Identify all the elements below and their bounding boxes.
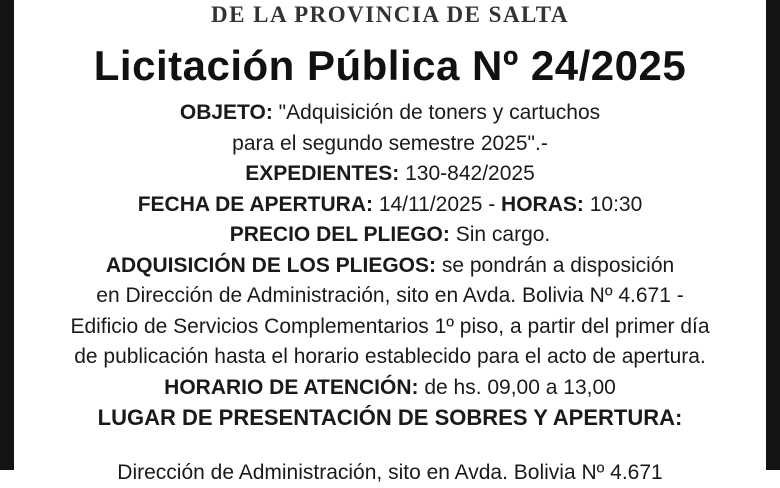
horario-line [14,373,766,404]
expedientes-line [14,159,766,190]
lugar-partial-line: Dirección de Administración, sito en Avda. Bolivia Nº 4.671 [117,461,663,484]
precio-line [14,220,766,251]
horario-label: HORARIO DE ATENCIÓN: [164,375,419,399]
objeto-line-1 [14,98,766,129]
left-border [0,0,14,470]
horas-label: HORAS: [501,192,584,216]
adquisicion-line-3: Edificio de Servicios Complementarios 1º piso, a partir del primer día [70,314,710,338]
horas-value: 10:30 [589,192,643,216]
adquisicion-line-1 [14,251,766,282]
adquisicion-label: ADQUISICIÓN DE LOS PLIEGOS: [105,253,437,277]
precio-label: PRECIO DEL PLIEGO: [229,223,450,246]
horario-value: de hs. 09,00 a 13,00 [424,375,616,399]
adquisicion-text-1: se pondrán a disposición [441,253,675,277]
precio-value: Sin cargo. [455,223,551,246]
organization-line: DE LA PROVINCIA DE SALTA [210,2,570,27]
expedientes-value: 130-842/2025 [405,162,535,185]
lugar-line [14,403,766,435]
adquisicion-line-2: en Dirección de Administración, sito en Avda. Bolivia Nº 4.671 - [96,284,684,307]
notice [14,0,766,484]
fecha-label: FECHA DE APERTURA: [137,192,373,216]
objeto-line-2: para el segundo semestre 2025".- [232,131,548,155]
right-border [766,0,780,470]
objeto-label: OBJETO: [179,101,273,124]
notice-body [14,98,766,435]
fecha-line [14,190,766,221]
expedientes-label: EXPEDIENTES: [245,162,400,185]
lugar-label: LUGAR DE PRESENTACIÓN DE SOBRES Y APERTURA: [97,405,683,430]
notice-title: Licitación Pública Nº 24/2025 [93,42,687,89]
objeto-text-1: "Adquisición de toners y cartuchos [278,101,601,124]
fecha-value: 14/11/2025 - [378,192,496,216]
adquisicion-line-4: de publicación hasta el horario establecido para el acto de apertura. [74,345,706,368]
